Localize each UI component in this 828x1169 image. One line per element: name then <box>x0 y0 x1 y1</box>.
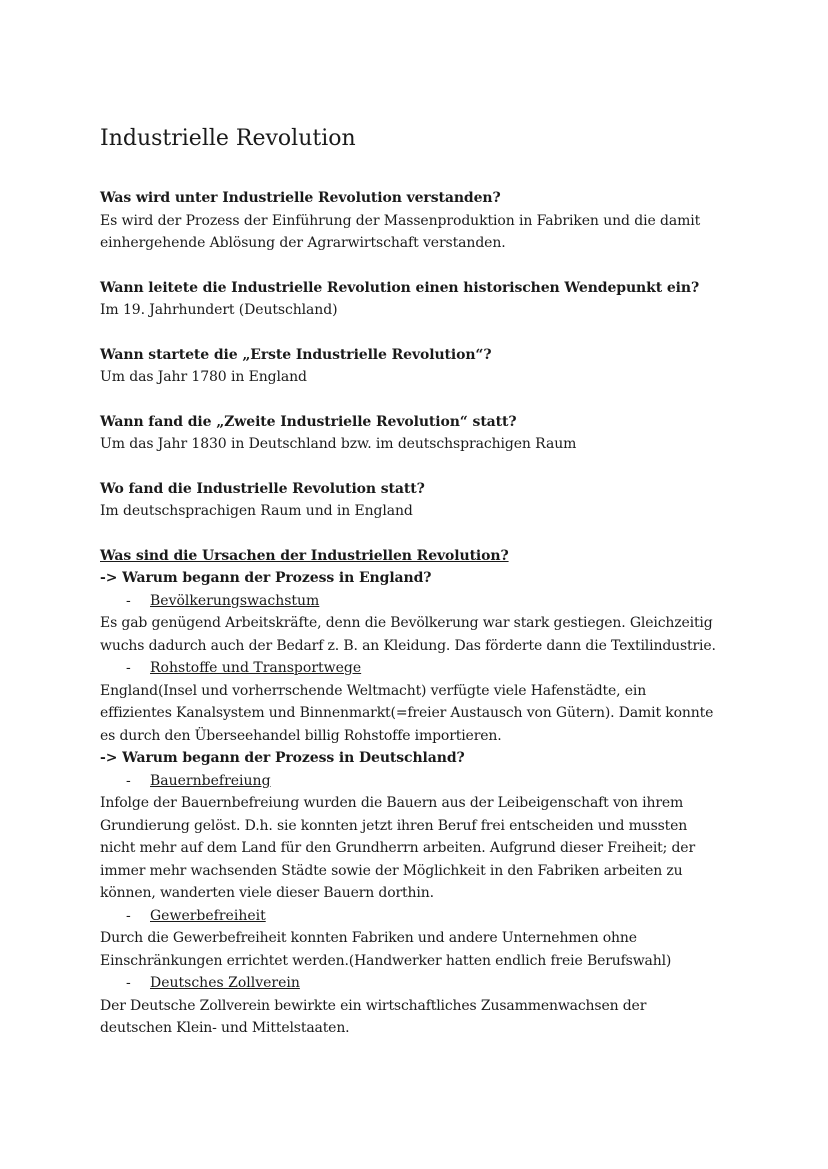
paragraph-line: Infolge der Bauernbefreiung wurden die Bauern aus der Leibeigenschaft von ihrem <box>100 795 684 811</box>
paragraph-line: Durch die Gewerbefreiheit konnten Fabriken und andere Unternehmen ohne <box>100 930 637 946</box>
question: Was wird unter Industrielle Revolution verstanden? <box>100 190 501 206</box>
paragraph-line: nicht mehr auf dem Land für den Grundherrn arbeiten. Aufgrund dieser Freiheit; der <box>100 840 695 856</box>
bullet-item <box>100 770 740 793</box>
qa-block <box>100 187 740 255</box>
answer-line: Im 19. Jahrhundert (Deutschland) <box>100 302 338 318</box>
qa-block <box>100 344 740 389</box>
bullet-dash: - <box>126 907 131 924</box>
england-heading: -> Warum begann der Prozess in England? <box>100 570 432 586</box>
bullet-label: Deutsches Zollverein <box>150 975 300 991</box>
bullet-label: Rohstoffe und Transportwege <box>150 660 362 676</box>
answer-line: Im deutschsprachigen Raum und in England <box>100 503 413 519</box>
germany-heading: -> Warum begann der Prozess in Deutschland? <box>100 750 465 766</box>
bullet-item <box>100 657 740 680</box>
question: Wann leitete die Industrielle Revolution einen historischen Wendepunkt ein? <box>100 279 700 296</box>
paragraph-line: deutschen Klein- und Mittelstaaten. <box>100 1020 350 1036</box>
bullet-item <box>100 590 740 613</box>
bullet-label: Bevölkerungswachstum <box>150 592 320 609</box>
paragraph-line: Es gab genügend Arbeitskräfte, denn die Bevölkerung war stark gestiegen. Gleichzeitig <box>100 615 713 631</box>
bullet-item <box>100 972 740 995</box>
answer-line: Um das Jahr 1830 in Deutschland bzw. im deutschsprachigen Raum <box>100 436 577 452</box>
paragraph-line: wuchs dadurch auch der Bedarf z. B. an Kleidung. Das förderte dann die Textilindustrie. <box>100 637 716 654</box>
question: Wo fand die Industrielle Revolution statt? <box>100 480 425 497</box>
bullet-label: Bauernbefreiung <box>150 772 271 789</box>
qa-block <box>100 411 740 456</box>
paragraph-line: können, wanderten viele dieser Bauern dorthin. <box>100 885 434 901</box>
bullet-dash: - <box>126 660 131 676</box>
question: Wann startete die „Erste Industrielle Revolution“? <box>100 346 492 363</box>
qa-block <box>100 277 740 322</box>
causes-heading: Was sind die Ursachen der Industriellen Revolution? <box>100 547 509 564</box>
answer-line: Es wird der Prozess der Einführung der Massenproduktion in Fabriken und die damit <box>100 212 701 229</box>
paragraph-line: England(Insel und vorherrschende Weltmacht) verfügte viele Hafenstädte, ein <box>100 682 647 699</box>
page-title: Industrielle Revolution <box>100 126 356 151</box>
bullet-dash: - <box>126 975 131 991</box>
bullet-dash: - <box>126 772 131 789</box>
paragraph-line: es durch den Überseehandel billig Rohstoffe importieren. <box>100 727 502 744</box>
bullet-label: Gewerbefreiheit <box>150 907 266 924</box>
bullet-item <box>100 905 740 928</box>
causes-section <box>100 545 740 1040</box>
paragraph-line: Einschränkungen errichtet werden.(Handwerker hatten endlich freie Berufswahl) <box>100 952 672 969</box>
paragraph-line: immer mehr wachsenden Städte sowie der Möglichkeit in den Fabriken arbeiten zu <box>100 862 683 879</box>
paragraph-line: Grundierung gelöst. D.h. sie konnten jetzt ihren Beruf frei entscheiden und mussten <box>100 817 688 834</box>
paragraph-line: effizientes Kanalsystem und Binnenmarkt(=freier Austausch von Gütern). Damit konnte <box>100 705 714 721</box>
answer-line: einhergehende Ablösung der Agrarwirtschaft verstanden. <box>100 235 506 251</box>
question: Wann fand die „Zweite Industrielle Revolution“ statt? <box>100 413 517 430</box>
document-content <box>100 124 740 1040</box>
qa-block <box>100 478 740 523</box>
bullet-dash: - <box>126 592 131 609</box>
answer-line: Um das Jahr 1780 in England <box>100 369 307 385</box>
paragraph-line: Der Deutsche Zollverein bewirkte ein wirtschaftliches Zusammenwachsen der <box>100 997 647 1014</box>
